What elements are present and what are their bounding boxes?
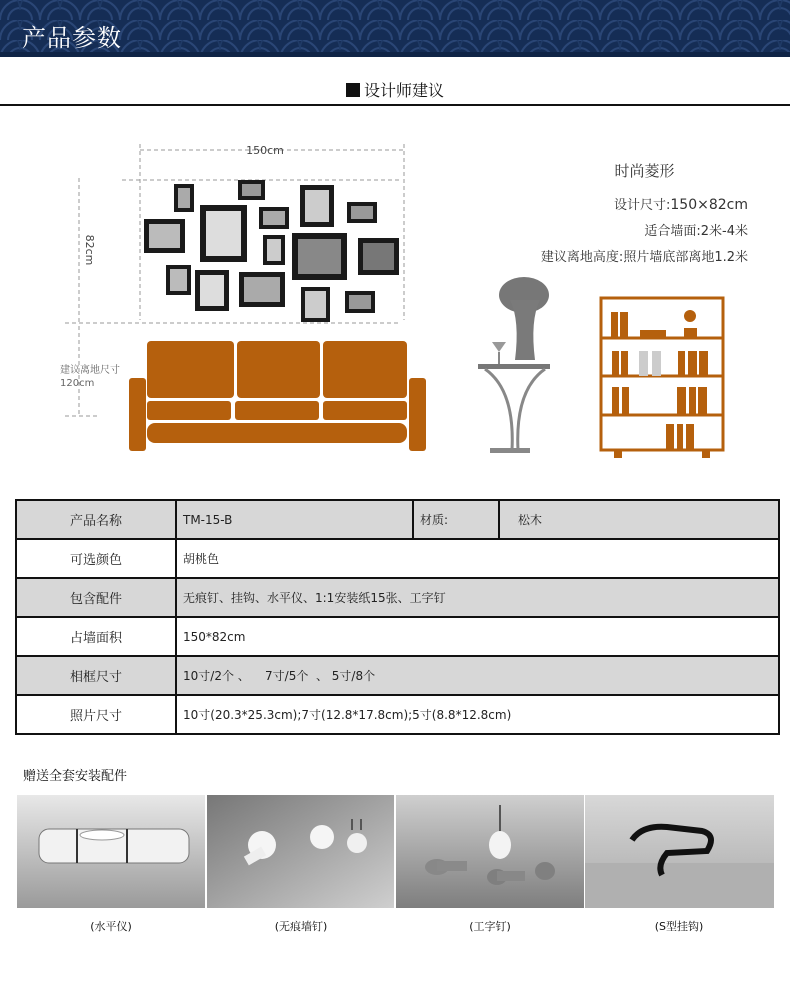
gift-caption: (无痕墙钉): [274, 920, 328, 933]
spec-value: 10寸(20.3*25.3cm);7寸(12.8*17.8cm);5寸(8.8*12.8cm): [176, 695, 779, 734]
table-row: [16, 578, 779, 617]
table-row: [16, 500, 779, 539]
spec-key: 产品名称: [16, 500, 176, 539]
page-title: 产品参数: [22, 24, 122, 52]
header-banner: [0, 0, 790, 57]
gift-caption: (工字钉): [469, 920, 511, 933]
accessory-photos: [17, 795, 774, 908]
photo-frames: [144, 180, 399, 322]
spec-value: 10寸/2个 、 7寸/5个 、 5寸/8个: [176, 656, 779, 695]
table-row: [16, 617, 779, 656]
spec-value: 胡桃色: [176, 539, 779, 578]
sofa-illustration: [129, 341, 426, 451]
gift-title: 赠送全套安装配件: [23, 769, 128, 784]
table-row: [16, 656, 779, 695]
section-divider: [0, 104, 790, 106]
floor-label: 建议离地尺寸: [60, 365, 120, 376]
spec-value: 150*82cm: [176, 617, 779, 656]
spec-value: 无痕钉、挂钩、水平仪、1:1安装纸15张、工字钉: [176, 578, 779, 617]
width-label: 150cm: [246, 144, 284, 157]
design-wall: 适合墙面:2米-4米: [644, 224, 748, 239]
bookshelf-illustration: [601, 298, 723, 458]
spec-key: 照片尺寸: [16, 695, 176, 734]
s-hook-photo: [585, 795, 774, 908]
spec-key: 包含配件: [16, 578, 176, 617]
spec-table: [15, 499, 780, 735]
square-bullet-icon: [346, 83, 360, 97]
height-label: 82cm: [83, 234, 96, 266]
design-height: 建议离地高度:照片墙底部离地1.2米: [540, 250, 748, 265]
spec-key: 相框尺寸: [16, 656, 176, 695]
design-size: 设计尺寸:150×82cm: [614, 197, 748, 213]
spec-key: 可选颜色: [16, 539, 176, 578]
traceless-nail-photo: [207, 795, 394, 908]
table-row: [16, 695, 779, 734]
design-info: [541, 158, 748, 271]
spirit-level-photo: [17, 795, 205, 908]
design-name: 时尚菱形: [614, 162, 675, 180]
gift-caption: (水平仪): [90, 920, 132, 933]
gift-caption: (S型挂钩): [654, 920, 704, 933]
push-pin-photo: [396, 795, 584, 908]
side-table-illustration: [478, 277, 550, 453]
section-title: 设计师建议: [0, 78, 790, 101]
floor-height: 120cm: [60, 378, 95, 389]
spec-key: 材质:: [413, 500, 499, 539]
spec-key: 占墙面积: [16, 617, 176, 656]
spec-value: 松木: [499, 500, 779, 539]
spec-value: TM-15-B: [176, 500, 413, 539]
table-row: [16, 539, 779, 578]
